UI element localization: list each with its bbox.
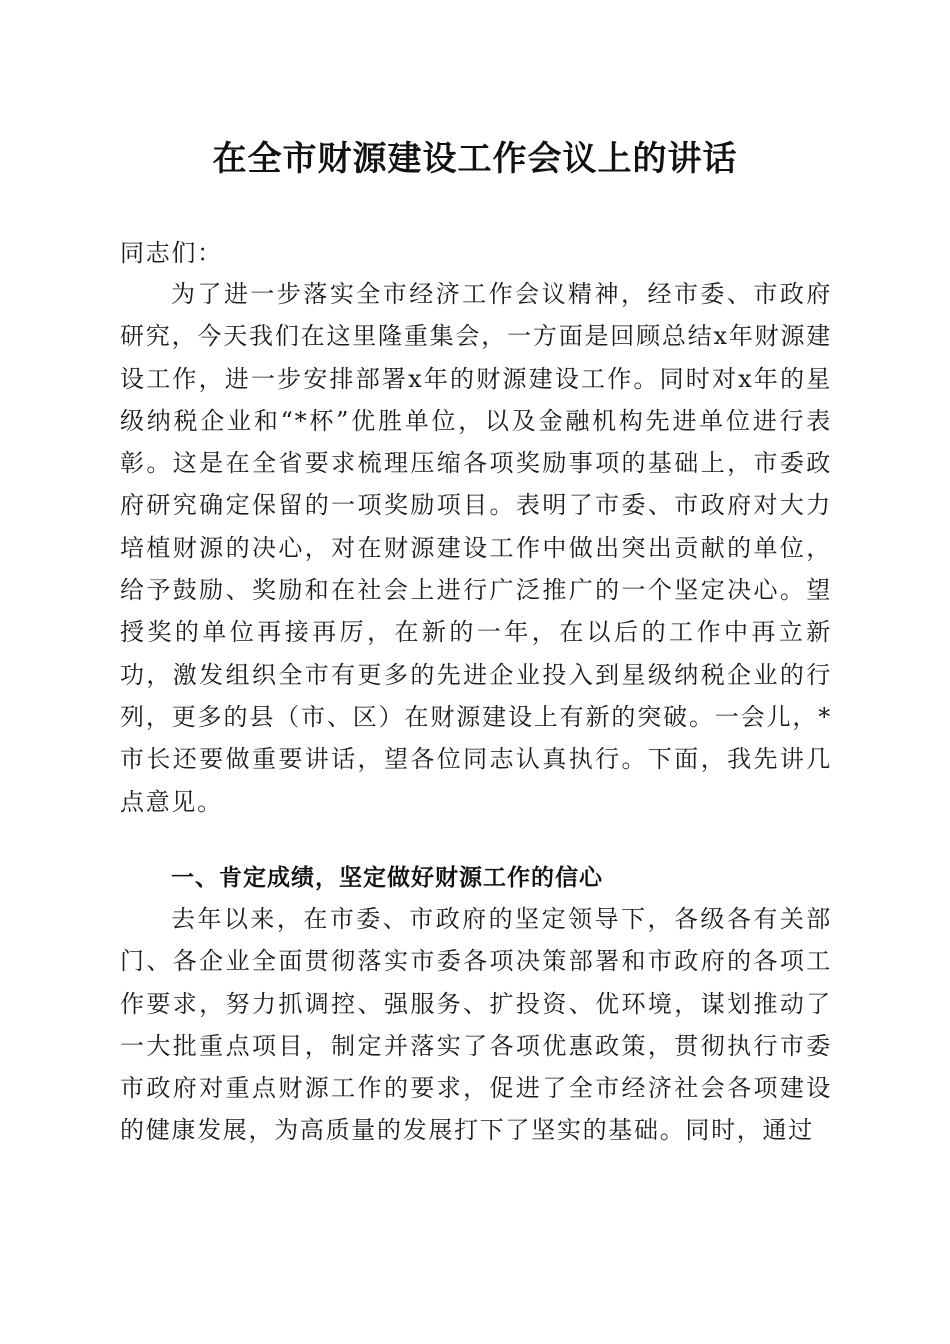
section-heading-1: 一、肯定成绩，坚定做好财源工作的信心	[171, 865, 603, 891]
paragraph-achievements: 去年以来，在市委、市政府的坚定领导下，各级各有关部门、各企业全面贯彻落实市委各项决策部署和市政府的各项工作要求，努力抓调控、强服务、扩投资、优环境，谋划推动了一大批重点项目，制定并落实了各项优惠政策，贯彻执行市委市政府对重点财源工作的要求，促进了全市经济社会各项建设的健康发展，为高质量的发展打下了坚实的基础。同时，通过	[120, 905, 832, 1145]
salutation: 同志们：	[120, 239, 223, 267]
paragraph-intro: 为了进一步落实全市经济工作会议精神，经市委、市政府研究，今天我们在这里隆重集会，一方面是回顾总结x年财源建设工作，进一步安排部署x年的财源建设工作。同时对x年的星级纳税企业和“*杯”优胜单位，以及金融机构先进单位进行表彰。这是在全省要求梳理压缩各项奖励事项的基础上，市委政府研究确定保留的一项奖励项目。表明了市委、市政府对大力培植财源的决心，对在财源建设工作中做出突出贡献的单位，给予鼓励、奖励和在社会上进行广泛推广的一个坚定决心。望授奖的单位再接再厉，在新的一年，在以后的工作中再立新功，激发组织全市有更多的先进企业投入到星级纳税企业的行列，更多的县（市、区）在财源建设上有新的突破。一会儿，*市长还要做重要讲话，望各位同志认真执行。下面，我先讲几点意见。	[120, 280, 832, 816]
document-title: 在全市财源建设工作会议上的讲话	[212, 139, 738, 179]
